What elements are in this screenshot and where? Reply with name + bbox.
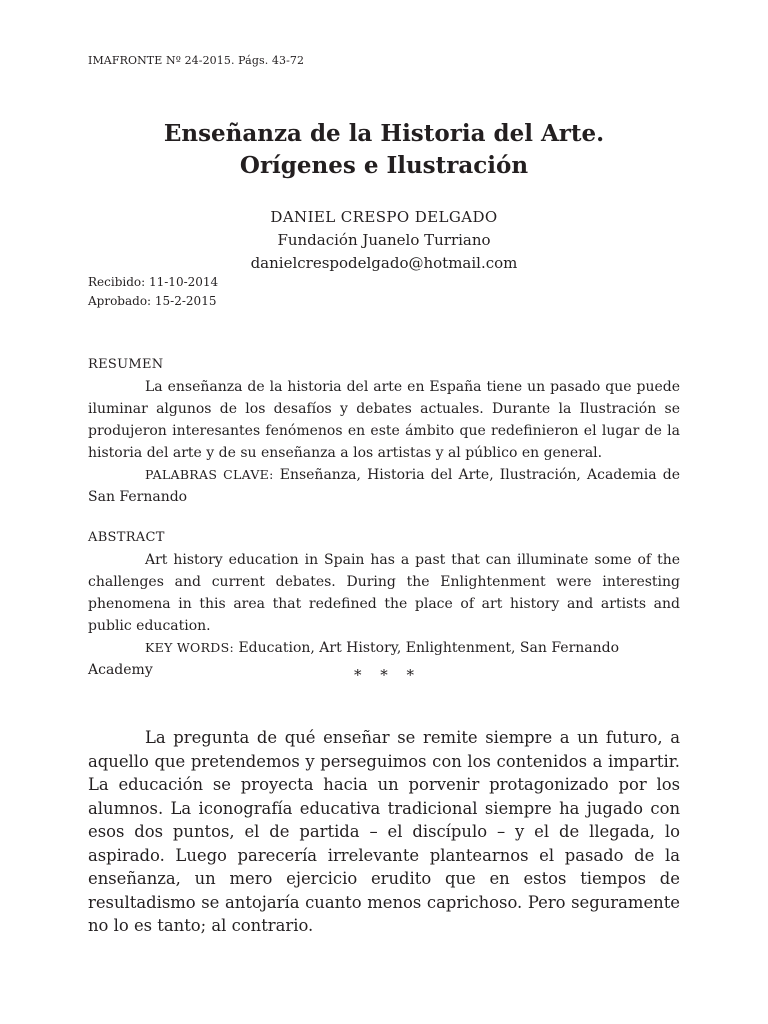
received-date: Recibido: 11-10-2014 <box>88 275 219 289</box>
article-title-line-2: Orígenes e Ilustración <box>239 152 529 179</box>
author-affiliation: Fundación Juanelo Turriano <box>277 231 491 249</box>
resumen-keywords-list: Enseñanza, Historia del Arte, Ilustración, Academia de San Fernando <box>88 467 680 505</box>
body-paragraph: La pregunta de qué enseñar se remite siempre a un futuro, a aquello que pretendemos y perseguimos con los contenidos a impartir. La educación se proyecta hacia un porvenir protagonizado por los alumnos. La iconografía educativa tradicional siempre ha jugado con esos dos puntos, el de partida – el discípulo – y el de llegada, lo aspirado. Luego parecería irrelevante plantearnos el pasado de la enseñanza, un mero ejercicio erudito que en estos tiempos de resultadismo se antojaría cuanto menos caprichoso. Pero seguramente no lo es tanto; al contrario. <box>88 728 680 935</box>
resumen-keywords-label: PALABRAS CLAVE: <box>145 467 274 482</box>
running-head: IMAFRONTE Nº 24-2015. Págs. 43-72 <box>88 54 305 67</box>
author-block <box>0 206 768 275</box>
abstract-keywords-list: Education, Art History, Enlightenment, San Fernando Academy <box>88 640 620 678</box>
resumen-heading: RESUMEN <box>88 357 164 372</box>
abstract-heading: ABSTRACT <box>88 530 165 545</box>
author-email: danielcrespodelgado@hotmail.com <box>250 254 518 272</box>
resumen-text: La enseñanza de la historia del arte en España tiene un pasado que puede iluminar algunos de los desafíos y debates actuales. Durante la Ilustración se produjeron interesantes fenómenos en este ámbito que redefinieron el lugar de la historia del arte y de su enseñanza a los artistas y al público en general. <box>88 379 680 461</box>
resumen-keywords <box>88 464 680 508</box>
author-name: DANIEL CRESPO DELGADO <box>270 208 498 226</box>
resumen-section <box>88 354 680 508</box>
abstract-section <box>88 527 680 681</box>
section-separator: * * * <box>353 666 415 684</box>
approved-date: Aprobado: 15-2-2015 <box>88 294 217 308</box>
submission-dates <box>88 273 218 311</box>
abstract-text: Art history education in Spain has a past that can illuminate some of the challenges and current debates. During the Enlightenment were interesting phenomena in this area that redefined the place of art history and artists and public education. <box>88 552 680 634</box>
article-title-line-1: Enseñanza de la Historia del Arte. <box>163 120 605 147</box>
title-block <box>0 118 768 182</box>
abstract-keywords-label: KEY WORDS: <box>145 640 234 655</box>
